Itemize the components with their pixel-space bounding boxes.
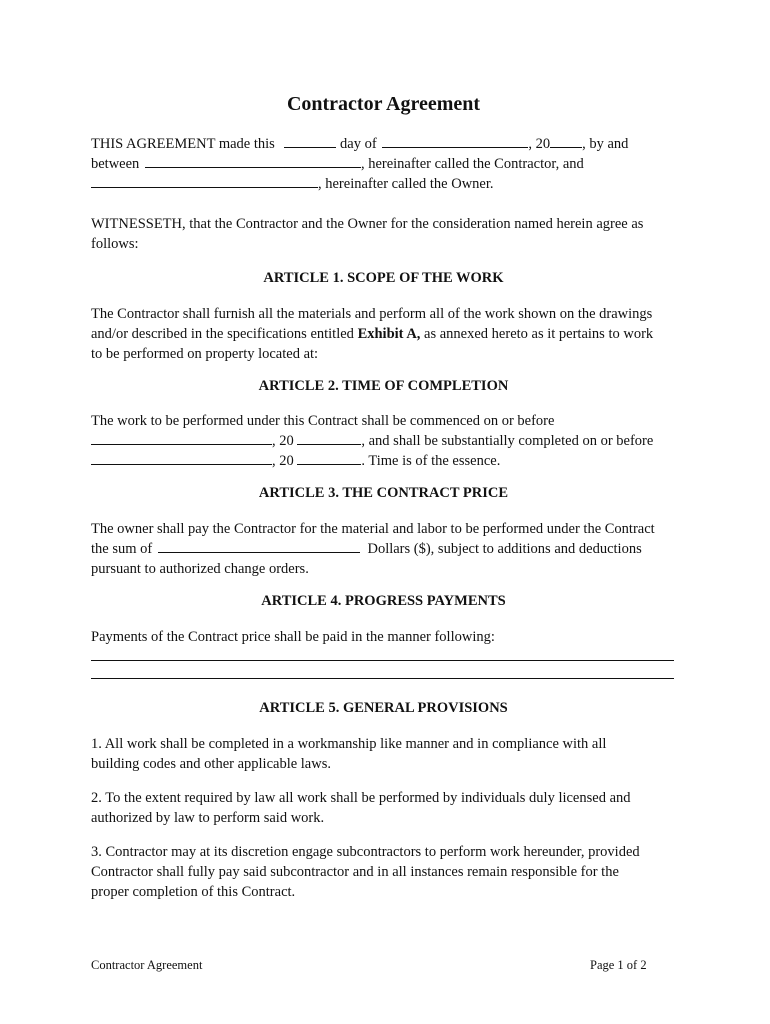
- intro-text: , hereinafter called the Owner.: [318, 176, 494, 192]
- witnesseth-line: WITNESSETH, that the Contractor and the Owner for the consideration named herein agree as: [91, 216, 644, 232]
- provision-line: Contractor shall fully pay said subcontractor and in all instances remain responsible for the: [91, 864, 619, 880]
- article-3-line: pursuant to authorized change orders.: [91, 561, 309, 577]
- article-1-heading: ARTICLE 1. SCOPE OF THE WORK: [263, 270, 504, 286]
- provision-2-paragraph: [91, 788, 676, 828]
- footer-document-name: Contractor Agreement: [91, 958, 203, 972]
- intro-text: , 20: [528, 136, 551, 152]
- intro-text: THIS AGREEMENT made this: [91, 136, 275, 152]
- completion-year-blank-field[interactable]: [297, 451, 361, 465]
- contract-sum-blank-field[interactable]: [158, 539, 360, 553]
- intro-text: between: [91, 156, 140, 172]
- start-date-blank-field[interactable]: [91, 431, 272, 445]
- article-1-text: and/or described in the specifications entitled: [91, 326, 354, 342]
- article-3-text: the sum of: [91, 541, 153, 557]
- article-3-paragraph: [91, 519, 676, 579]
- article-3-heading: ARTICLE 3. THE CONTRACT PRICE: [258, 485, 509, 501]
- article-2-text: , 20: [272, 433, 294, 449]
- document-title: Contractor Agreement: [286, 93, 481, 115]
- article-2-paragraph: [91, 411, 676, 471]
- exhibit-a-reference: Exhibit A,: [357, 326, 421, 342]
- month-blank-field[interactable]: [382, 134, 528, 148]
- provision-line: 1. All work shall be completed in a workmanship like manner and in compliance with all: [91, 736, 607, 752]
- provision-3-paragraph: [91, 842, 676, 902]
- article-2-text: . Time is of the essence.: [361, 453, 501, 469]
- start-year-blank-field[interactable]: [297, 431, 361, 445]
- article-4-paragraph: [91, 627, 676, 647]
- article-5-heading: ARTICLE 5. GENERAL PROVISIONS: [259, 700, 508, 716]
- witnesseth-paragraph: [91, 214, 676, 254]
- witnesseth-line: follows:: [91, 236, 139, 252]
- intro-text: day of: [340, 136, 377, 152]
- article-4-line: Payments of the Contract price shall be paid in the manner following:: [91, 629, 495, 645]
- contractor-name-blank-field[interactable]: [145, 154, 361, 168]
- article-1-line: The Contractor shall furnish all the materials and perform all of the work shown on the drawings: [91, 306, 653, 322]
- article-2-line: The work to be performed under this Contract shall be commenced on or before: [91, 413, 555, 429]
- article-4-heading: ARTICLE 4. PROGRESS PAYMENTS: [261, 593, 506, 609]
- article-2-text: , and shall be substantially completed on or before: [361, 433, 654, 449]
- intro-paragraph: [91, 134, 676, 194]
- intro-text: , by and: [582, 136, 629, 152]
- owner-name-blank-field[interactable]: [91, 174, 318, 188]
- provision-1-paragraph: [91, 734, 676, 774]
- article-3-line: The owner shall pay the Contractor for the material and labor to be performed under the Contract: [91, 521, 655, 537]
- provision-line: 2. To the extent required by law all work shall be performed by individuals duly licensed and: [91, 790, 631, 806]
- footer-page-number: Page 1 of 2: [590, 958, 647, 972]
- article-2-heading: ARTICLE 2. TIME OF COMPLETION: [258, 378, 509, 394]
- year-blank-field[interactable]: [550, 134, 582, 148]
- article-1-line: to be performed on property located at:: [91, 346, 319, 362]
- payment-terms-blank-line-1[interactable]: [91, 660, 674, 661]
- completion-date-blank-field[interactable]: [91, 451, 272, 465]
- intro-text: , hereinafter called the Contractor, and: [360, 156, 584, 172]
- article-3-text: Dollars ($), subject to additions and deductions: [367, 541, 642, 557]
- day-blank-field[interactable]: [284, 134, 336, 148]
- payment-terms-blank-line-2[interactable]: [91, 678, 674, 679]
- provision-line: 3. Contractor may at its discretion engage subcontractors to perform work hereunder, provided: [91, 844, 640, 860]
- article-2-text: , 20: [272, 453, 294, 469]
- provision-line: authorized by law to perform said work.: [91, 810, 325, 826]
- article-1-text: as annexed hereto as it pertains to work: [424, 326, 654, 342]
- provision-line: proper completion of this Contract.: [91, 884, 296, 900]
- article-1-paragraph: [91, 304, 676, 364]
- provision-line: building codes and other applicable laws.: [91, 756, 331, 772]
